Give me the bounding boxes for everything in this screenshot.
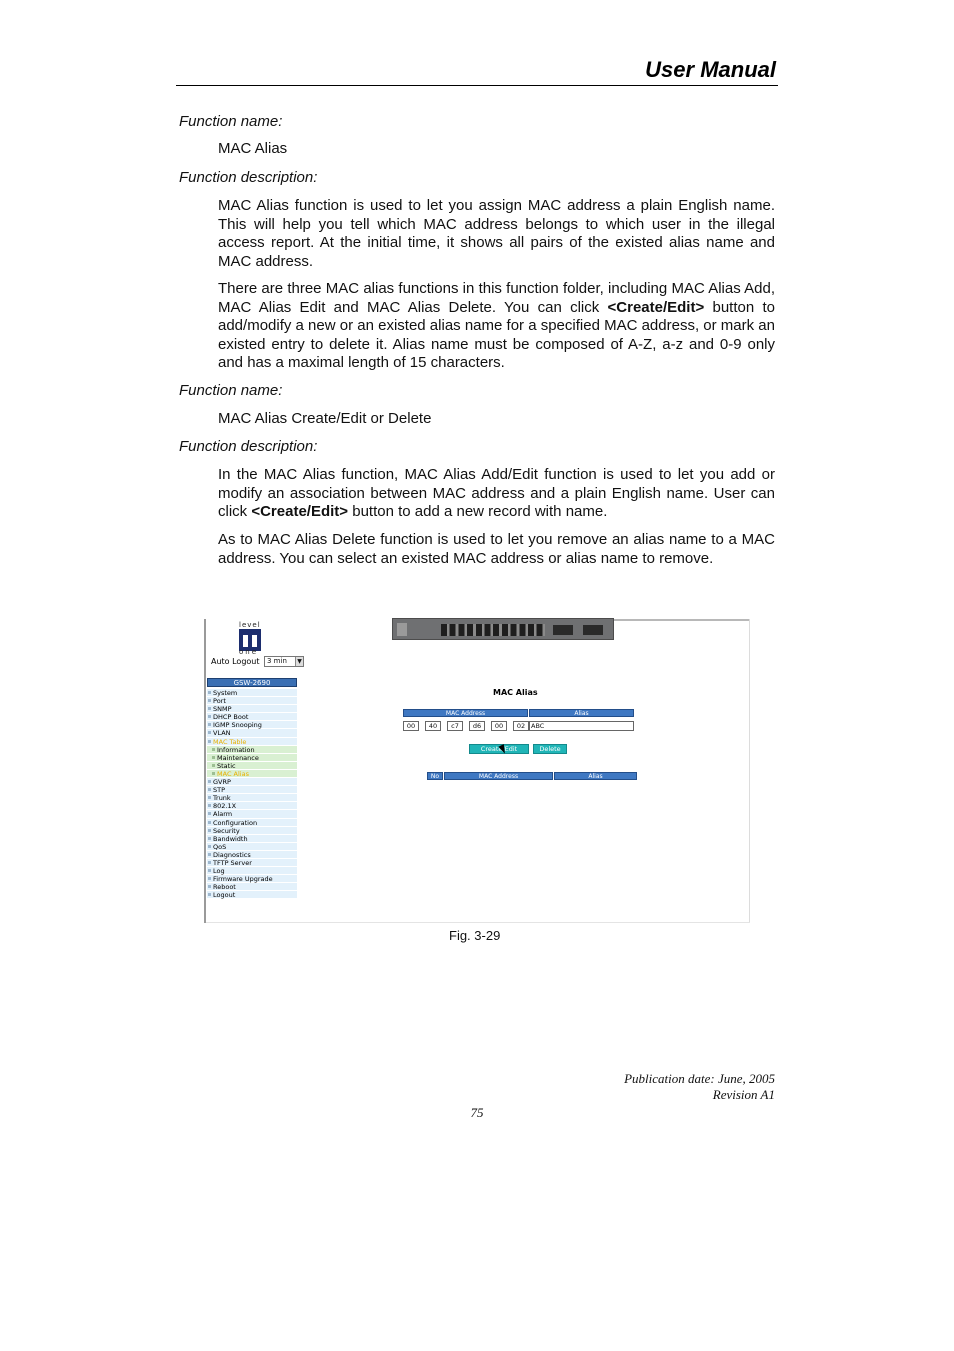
create-edit-emphasis: <Create/Edit>	[251, 503, 349, 521]
frame-border	[204, 619, 206, 923]
mac-octet-1-input[interactable]: 00	[403, 721, 419, 731]
logo-text-bottom: one	[239, 648, 259, 656]
mac-octet-5-input[interactable]: 00	[491, 721, 507, 731]
sidebar-item-static[interactable]: Static	[207, 762, 297, 770]
text-run: button to add/modify a new or an existed alias name for a specified MAC address, or mark an existed entry to delete it. Alias name must be composed of A-Z, a-z and 0-9 only and has a maximal length of 15 characters.	[218, 298, 775, 372]
function-name-value: MAC Alias	[218, 140, 288, 157]
paragraph-mac-alias-functions	[218, 280, 775, 373]
auto-logout-select[interactable]	[264, 656, 304, 667]
sidebar-item-logout[interactable]: Logout	[207, 891, 297, 899]
alias-input[interactable]: ABC	[529, 721, 634, 731]
frame-border	[206, 922, 750, 923]
sidebar-item-mac-table[interactable]: MAC Table	[207, 738, 297, 746]
paragraph-mac-alias-intro: MAC Alias function is used to let you assign MAC address a plain English name. This will help you tell which MAC address belongs to which user in the illegal access report. At the initial time, it shows all pairs of the existed alias name and MAC address.	[218, 197, 775, 270]
sidebar-item-snmp[interactable]: SNMP	[207, 705, 297, 713]
switch-uplink-port-icon	[583, 625, 603, 635]
frame-border	[614, 619, 749, 621]
sidebar-item-system[interactable]: System	[207, 689, 297, 697]
figure-caption: Fig. 3-29	[449, 928, 501, 943]
text-run: There are three MAC alias functions in this function folder, including MAC Alias Add, MAC Alias Edit and MAC Alias Delete. You can click	[218, 280, 775, 316]
function-name-value: MAC Alias Create/Edit or Delete	[218, 410, 432, 427]
page-number: 75	[470, 1105, 484, 1120]
auto-logout-value: 3 min	[267, 657, 287, 665]
create-edit-emphasis: <Create/Edit>	[607, 298, 705, 316]
sidebar-item-vlan[interactable]: VLAN	[207, 729, 297, 737]
sidebar-item-reboot[interactable]: Reboot	[207, 883, 297, 891]
sidebar-item-alarm[interactable]: Alarm	[207, 810, 297, 818]
sidebar-item-firmware-upgrade[interactable]: Firmware Upgrade	[207, 875, 297, 883]
sidebar-item-gvrp[interactable]: GVRP	[207, 778, 297, 786]
function-name-label: Function name:	[179, 382, 283, 399]
switch-ports-icon	[441, 624, 545, 636]
sidebar-item-qos[interactable]: QoS	[207, 843, 297, 851]
paragraph-add-edit	[218, 466, 775, 522]
sidebar-item-log[interactable]: Log	[207, 867, 297, 875]
sidebar-item-802-1x[interactable]: 802.1X	[207, 802, 297, 810]
publication-date: Publication date: June, 2005	[624, 1071, 775, 1086]
sidebar-item-trunk[interactable]: Trunk	[207, 794, 297, 802]
sidebar-item-diagnostics[interactable]: Diagnostics	[207, 851, 297, 859]
mac-address-column-header: MAC Address	[444, 772, 553, 780]
switch-uplink-port-icon	[553, 625, 573, 635]
sidebar-item-stp[interactable]: STP	[207, 786, 297, 794]
sidebar-menu	[207, 689, 297, 899]
chevron-down-icon: ▼	[295, 657, 303, 666]
no-column-header: No	[427, 772, 443, 780]
text-run: button to add a new record with name.	[348, 503, 608, 521]
switch-front-panel-image	[392, 618, 614, 640]
web-ui-screenshot	[204, 617, 750, 923]
sidebar-item-bandwidth[interactable]: Bandwidth	[207, 835, 297, 843]
delete-button[interactable]: Delete	[533, 744, 567, 754]
auto-logout-label: Auto Logout	[211, 657, 260, 666]
mac-octet-3-input[interactable]: c7	[447, 721, 463, 731]
frame-border	[749, 619, 750, 923]
model-banner: GSW-2690	[207, 678, 297, 687]
sidebar-item-dhcp-boot[interactable]: DHCP Boot	[207, 713, 297, 721]
sidebar-item-tftp-server[interactable]: TFTP Server	[207, 859, 297, 867]
function-description-label: Function description:	[179, 438, 318, 455]
mac-octet-4-input[interactable]: d6	[469, 721, 485, 731]
revision: Revision A1	[712, 1087, 775, 1102]
sidebar-item-port[interactable]: Port	[207, 697, 297, 705]
sidebar-item-security[interactable]: Security	[207, 827, 297, 835]
page-title: MAC Alias	[493, 688, 538, 697]
sidebar-item-mac-alias[interactable]: MAC Alias	[207, 770, 297, 778]
text-run: In the MAC Alias function, MAC Alias Add/Edit function is used to let you add or modify an association between MAC address and a plain English name. User can click	[218, 466, 775, 521]
sidebar-item-maintenance[interactable]: Maintenance	[207, 754, 297, 762]
create-edit-button[interactable]: Create/Edit	[469, 744, 529, 754]
manual-title: User Manual	[645, 57, 776, 82]
function-name-label: Function name:	[179, 113, 283, 130]
mac-address-header: MAC Address	[403, 709, 528, 717]
function-description-label: Function description:	[179, 169, 318, 186]
sidebar-item-configuration[interactable]: Configuration	[207, 819, 297, 827]
sidebar-item-information[interactable]: Information	[207, 746, 297, 754]
mac-octet-6-input[interactable]: 02	[513, 721, 529, 731]
mac-octet-2-input[interactable]: 40	[425, 721, 441, 731]
switch-logo-icon	[397, 623, 407, 636]
logo-text-top: level	[239, 621, 261, 629]
alias-header: Alias	[529, 709, 634, 717]
paragraph-delete: As to MAC Alias Delete function is used to let you remove an alias name to a MAC address. You can select an existed MAC address or alias name to remove.	[218, 531, 775, 567]
header-rule	[176, 85, 778, 86]
sidebar-item-igmp-snooping[interactable]: IGMP Snooping	[207, 721, 297, 729]
alias-column-header: Alias	[554, 772, 637, 780]
